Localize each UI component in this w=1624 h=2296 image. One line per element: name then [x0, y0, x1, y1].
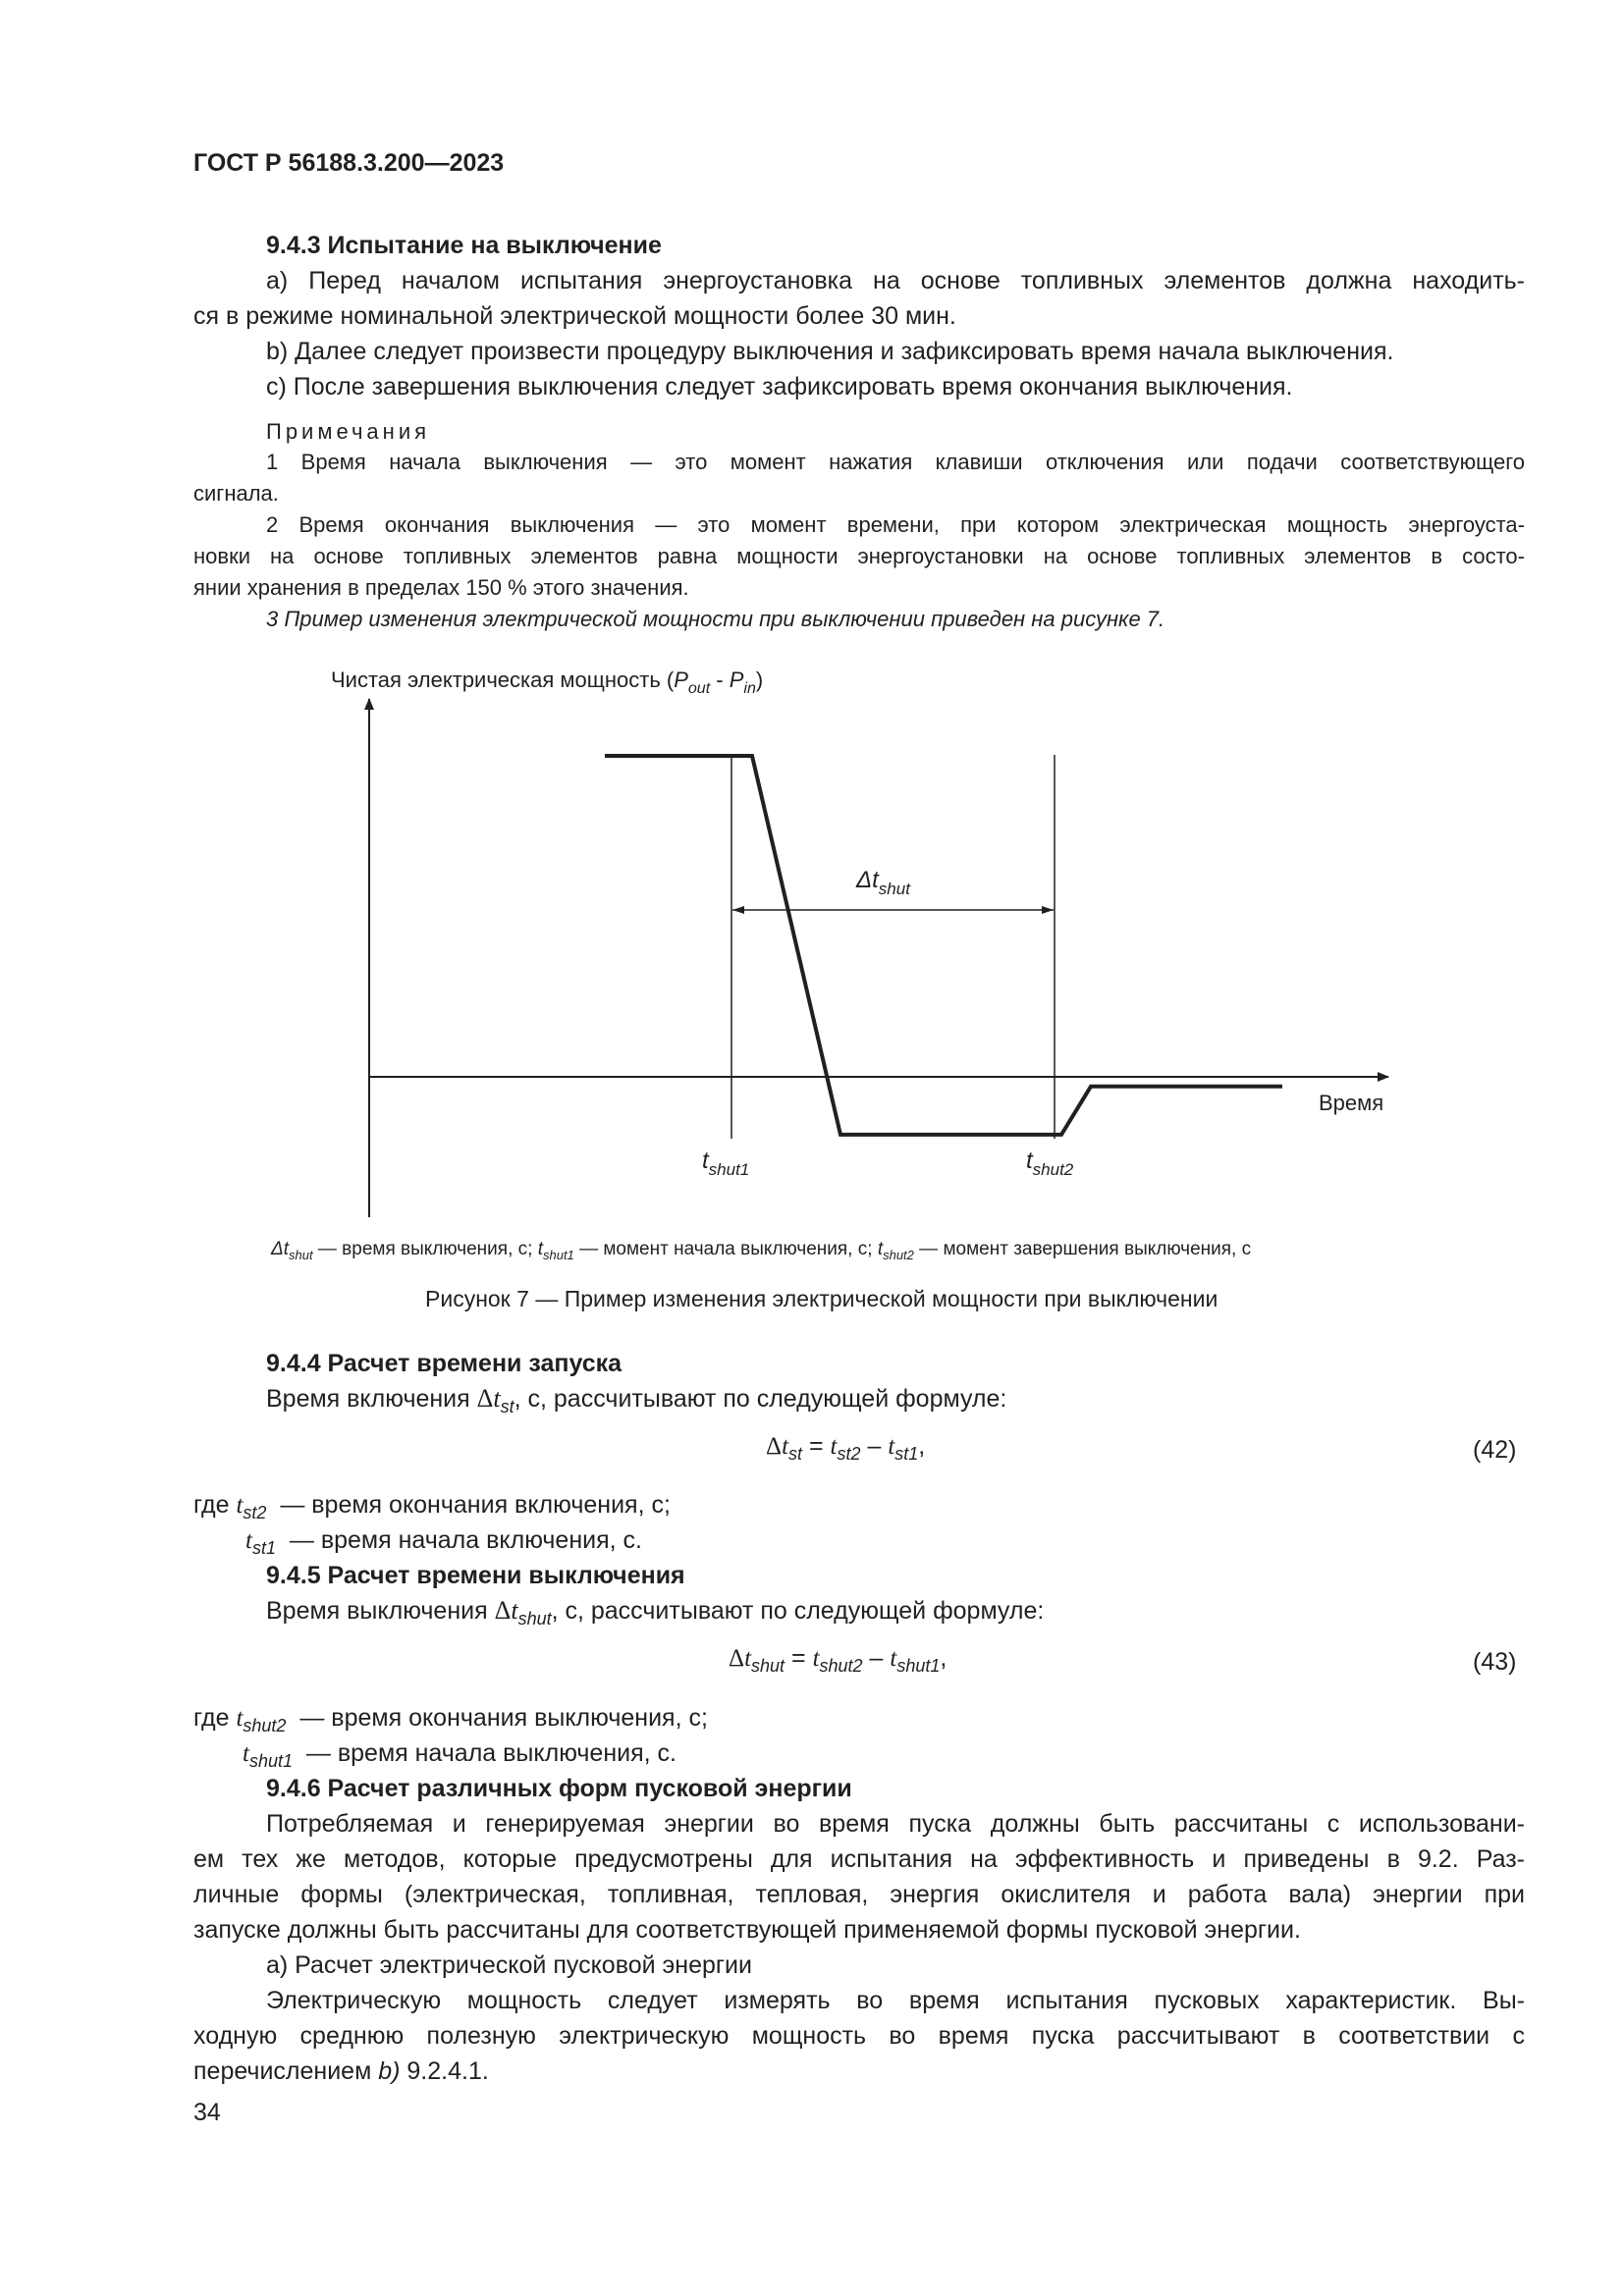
- note-2-line1: 2 Время окончания выключения — это момент времени, при котором электрическая мощность энергоуста-: [266, 512, 1525, 537]
- section-9-4-5-title: 9.4.5 Расчет времени выключения: [266, 1562, 685, 1589]
- delta-tshut-label: $\Delta t_{shut}$: [856, 867, 910, 898]
- equation-42: $\Delta t_{st} = t_{st2} - t_{st1}$,: [766, 1432, 926, 1464]
- paragraph-b: b) Далее следует произвести процедуру выключения и зафиксировать время начала выключения.: [266, 338, 1394, 365]
- equation-43-number: (43): [1473, 1648, 1517, 1676]
- x-axis-label: Время: [1319, 1091, 1384, 1115]
- section-9-4-6-p2-line1: Электрическую мощность следует измерять во время испытания пусковых характеристик. Вы-: [266, 1987, 1525, 2014]
- standard-header: ГОСТ Р 56188.3.200—2023: [193, 149, 505, 177]
- where-shut2: где $t_{shut2}$ — время окончания выключения, с;: [193, 1704, 708, 1735]
- note-3: 3 Пример изменения электрической мощности при выключении приведен на рисунке 7.: [266, 607, 1165, 631]
- tshut1-label: $t_{shut1}$: [702, 1148, 750, 1179]
- section-9-4-6-item-a: a) Расчет электрической пусковой энергии: [266, 1951, 752, 1979]
- note-1-line1: 1 Время начала выключения — это момент нажатия клавиши отключения или подачи соответствующего: [266, 450, 1525, 474]
- figure-legend: $\Delta t_{shut}$ — время выключения, с; $t_{shut1}$ — момент начала выключения, с; $t_{shut2}$ — момент завершения выключения, с: [271, 1239, 1252, 1262]
- paragraph-a-line2: ся в режиме номинальной электрической мощности более 30 мин.: [193, 302, 956, 330]
- section-9-4-6-p2-line3: перечислением b) 9.2.4.1.: [193, 2057, 489, 2085]
- y-axis-label: Чистая электрическая мощность $(P_{out} - P_{in})$: [331, 667, 764, 697]
- tshut2-label: $t_{shut2}$: [1026, 1148, 1074, 1179]
- where-shut1: $t_{shut1}$ — время начала выключения, с.: [243, 1739, 677, 1771]
- power-curve-series: [605, 756, 1282, 1135]
- section-9-4-6-p1-line1: Потребляемая и генерируемая энергии во время пуска должны быть рассчитаны с использовани-: [266, 1810, 1525, 1838]
- notes-heading: Примечания: [266, 419, 431, 444]
- section-9-4-6-p1-line3: личные формы (электрическая, топливная, тепловая, энергия окислителя и работа вала) энергии при: [193, 1881, 1525, 1908]
- equation-43: $\Delta t_{shut} = t_{shut2} - t_{shut1}$,: [729, 1644, 947, 1676]
- section-9-4-4-title: 9.4.4 Расчет времени запуска: [266, 1350, 623, 1377]
- section-9-4-4-intro: Время включения $\Delta t_{st}$, с, рассчитывают по следующей формуле:: [266, 1384, 1007, 1416]
- section-9-4-5-intro: Время выключения $\Delta t_{shut}$, с, рассчитывают по следующей формуле:: [266, 1596, 1045, 1629]
- note-2-line2: новки на основе топливных элементов равна мощности энергоустановки на основе топливных элементов в состо-: [193, 544, 1525, 568]
- equation-42-number: (42): [1473, 1436, 1517, 1464]
- section-9-4-3-title: 9.4.3 Испытание на выключение: [266, 232, 662, 259]
- section-9-4-6-p1-line2: ем тех же методов, которые предусмотрены для испытания на эффективность и приведены в 9.2. Раз-: [193, 1845, 1525, 1873]
- section-9-4-6-title: 9.4.6 Расчет различных форм пусковой энергии: [266, 1775, 852, 1802]
- section-9-4-6-p1-line4: запуске должны быть рассчитаны для соответствующей применяемой формы пусковой энергии.: [193, 1916, 1301, 1944]
- page-number: 34: [193, 2099, 221, 2126]
- paragraph-a-line1: a) Перед началом испытания энергоустановка на основе топливных элементов должна находить-: [266, 267, 1525, 294]
- where-st2: где $t_{st2}$ — время окончания включения, с;: [193, 1491, 671, 1522]
- where-st1: $t_{st1}$ — время начала включения, с.: [245, 1526, 642, 1558]
- figure-caption: Рисунок 7 — Пример изменения электрической мощности при выключении: [425, 1286, 1218, 1311]
- paragraph-c: c) После завершения выключения следует зафиксировать время окончания выключения.: [266, 373, 1293, 400]
- note-1-line2: сигнала.: [193, 481, 279, 506]
- note-2-line3: янии хранения в пределах 150 % этого значения.: [193, 575, 689, 600]
- section-9-4-6-p2-line2: ходную среднюю полезную электрическую мощность во время пуска рассчитывают в соответствии с: [193, 2022, 1525, 2050]
